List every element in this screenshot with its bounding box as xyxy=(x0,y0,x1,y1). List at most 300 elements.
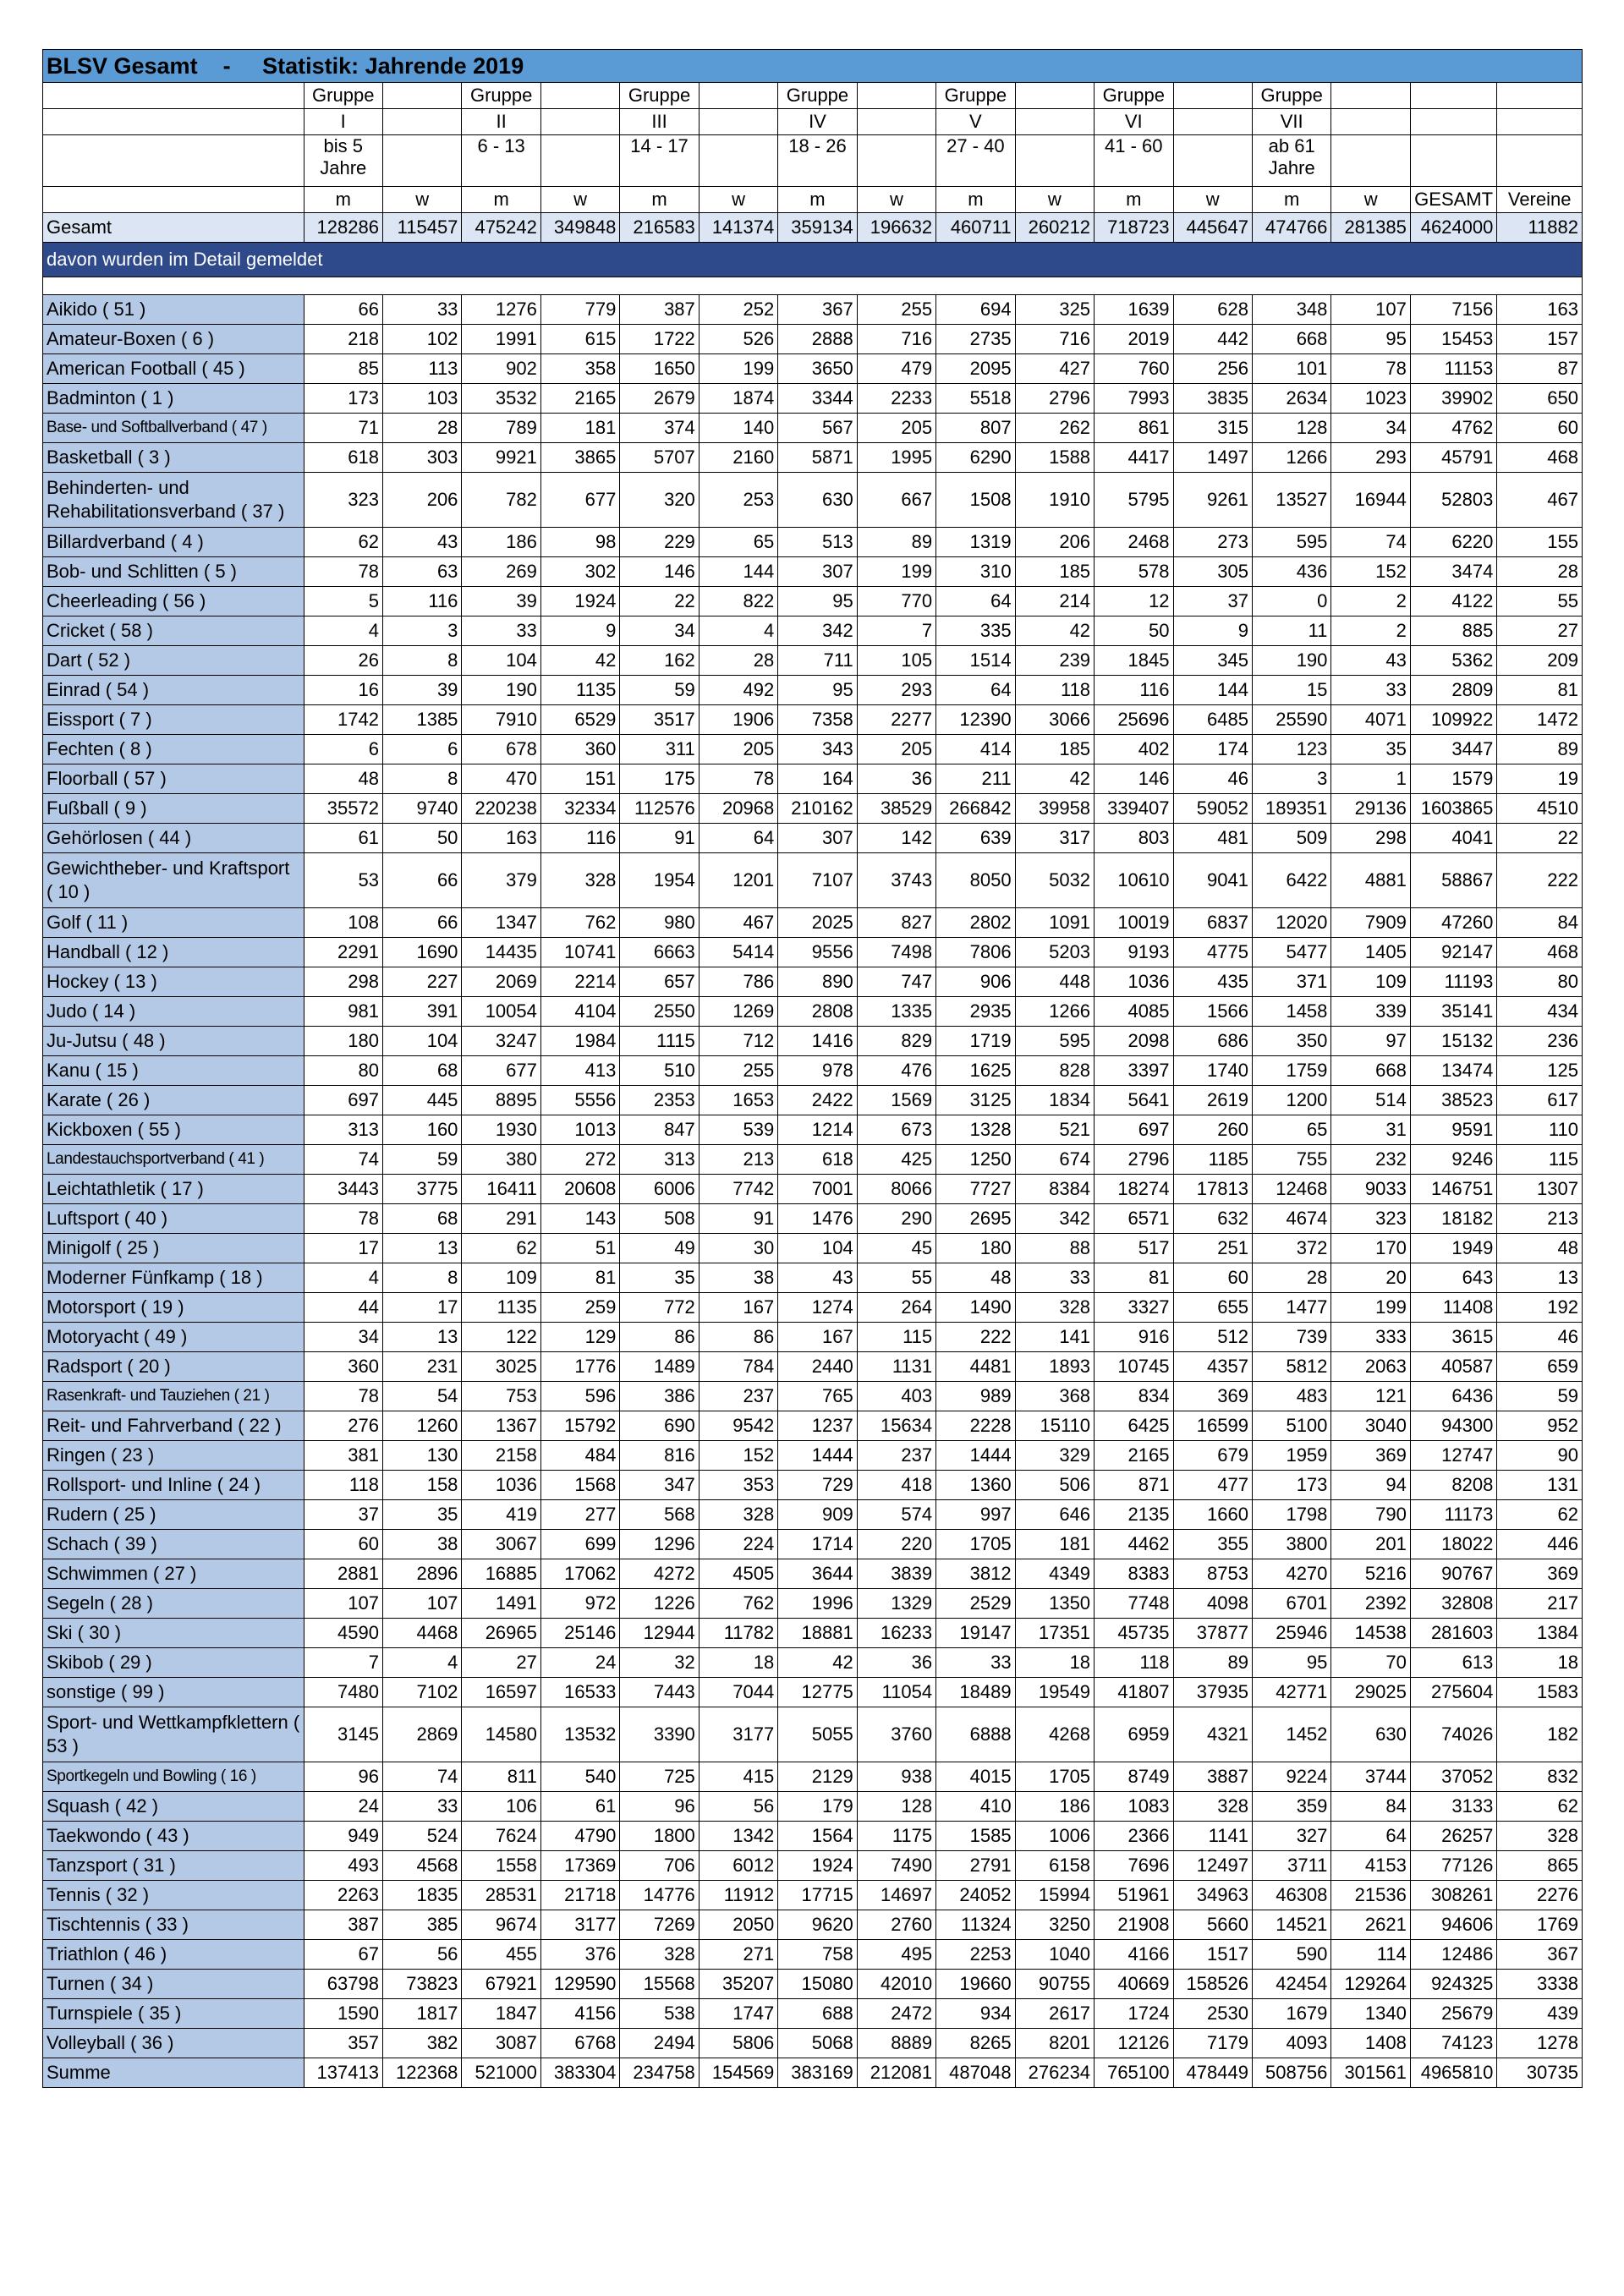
cell-value: 4 xyxy=(382,1648,461,1678)
cell-value: 21718 xyxy=(540,1881,619,1910)
row-label: Squash ( 42 ) xyxy=(43,1792,304,1822)
cell-value: 1930 xyxy=(462,1115,540,1145)
cell-value: 28 xyxy=(1252,1263,1330,1293)
cell-value: 5216 xyxy=(1331,1559,1410,1589)
cell-value: 1924 xyxy=(778,1851,857,1881)
cell-value: 0 xyxy=(1252,587,1330,616)
cell-value: 803 xyxy=(1095,824,1173,853)
cell-value: 91 xyxy=(699,1204,777,1234)
cell-value: 42 xyxy=(1015,616,1094,646)
cell-value: 24052 xyxy=(936,1881,1015,1910)
row-label: Rudern ( 25 ) xyxy=(43,1500,304,1530)
cell-value: 78 xyxy=(699,764,777,794)
cell-value: 1679 xyxy=(1252,1999,1330,2029)
cell-value: 753 xyxy=(462,1382,540,1411)
cell-value: 269 xyxy=(462,557,540,587)
cell-value: 298 xyxy=(1331,824,1410,853)
cell-value: 1834 xyxy=(1015,1086,1094,1115)
cell-value: 2809 xyxy=(1410,676,1497,705)
cell-value: 617 xyxy=(1497,1086,1583,1115)
cell-value: 772 xyxy=(620,1293,699,1323)
cell-value: 40587 xyxy=(1410,1352,1497,1382)
cell-value: 2233 xyxy=(857,384,935,414)
cell-value: 16885 xyxy=(462,1559,540,1589)
cell-value: 2550 xyxy=(620,997,699,1027)
header-blank xyxy=(1173,83,1252,109)
cell-value: 7909 xyxy=(1331,908,1410,938)
cell-value: 5362 xyxy=(1410,646,1497,676)
cell-value: 22 xyxy=(620,587,699,616)
cell-value: 222 xyxy=(936,1323,1015,1352)
cell-value: 8050 xyxy=(936,853,1015,908)
cell-value: 90 xyxy=(1497,1441,1583,1471)
cell-value: 115 xyxy=(857,1323,935,1352)
cell-value: 307 xyxy=(778,824,857,853)
cell-value: 62 xyxy=(1497,1792,1583,1822)
cell-value: 4790 xyxy=(540,1822,619,1851)
row-label: Motorsport ( 19 ) xyxy=(43,1293,304,1323)
cell-value: 521 xyxy=(1015,1115,1094,1145)
cell-value: 21536 xyxy=(1331,1881,1410,1910)
cell-value: 1996 xyxy=(778,1589,857,1619)
cell-value: 6 xyxy=(304,735,382,764)
cell-value: 89 xyxy=(857,528,935,557)
cell-value: 2129 xyxy=(778,1762,857,1792)
table-row xyxy=(43,1559,1583,1589)
cell-value: 5556 xyxy=(540,1086,619,1115)
cell-value: 342 xyxy=(1015,1204,1094,1234)
cell-value: 118 xyxy=(1015,676,1094,705)
cell-value: 97 xyxy=(1331,1027,1410,1056)
cell-value: 7179 xyxy=(1173,2029,1252,2058)
cell-value: 3 xyxy=(382,616,461,646)
cell-value: 646 xyxy=(1015,1500,1094,1530)
group-label-1: Gruppe xyxy=(304,83,382,109)
cell-value: 483 xyxy=(1252,1382,1330,1411)
cell-value: 4156 xyxy=(540,1999,619,2029)
cell-value: 2214 xyxy=(540,967,619,997)
cell-value: 2796 xyxy=(1095,1145,1173,1175)
cell-value: 3532 xyxy=(462,384,540,414)
cell-value: 28 xyxy=(1497,557,1583,587)
cell-value: 199 xyxy=(857,557,935,587)
cell-value: 2291 xyxy=(304,938,382,967)
table-row xyxy=(43,1500,1583,1530)
cell-value: 3040 xyxy=(1331,1411,1410,1441)
cell-value: 205 xyxy=(857,735,935,764)
cell-value: 1023 xyxy=(1331,384,1410,414)
cell-value: 436 xyxy=(1252,557,1330,587)
cell-value: 4568 xyxy=(382,1851,461,1881)
table-row xyxy=(43,616,1583,646)
cell-value: 1847 xyxy=(462,1999,540,2029)
cell-value: 123 xyxy=(1252,735,1330,764)
cell-value: 14776 xyxy=(620,1881,699,1910)
table-row xyxy=(43,1851,1583,1881)
table-row xyxy=(43,1382,1583,1411)
cell-value: 1328 xyxy=(936,1115,1015,1145)
cell-value: 6220 xyxy=(1410,528,1497,557)
cell-value: 211 xyxy=(936,764,1015,794)
cell-value: 367 xyxy=(1497,1940,1583,1970)
header-blank xyxy=(699,109,777,135)
cell-value: 445 xyxy=(382,1086,461,1115)
cell-value: 383169 xyxy=(778,2058,857,2088)
cell-value: 470 xyxy=(462,764,540,794)
cell-value: 347 xyxy=(620,1471,699,1500)
group-label-2: Gruppe xyxy=(462,83,540,109)
cell-value: 1 xyxy=(1331,764,1410,794)
cell-value: 1214 xyxy=(778,1115,857,1145)
cell-value: 328 xyxy=(1015,1293,1094,1323)
cell-value: 39902 xyxy=(1410,384,1497,414)
cell-value: 668 xyxy=(1331,1056,1410,1086)
cell-value: 1329 xyxy=(857,1589,935,1619)
cell-value: 70 xyxy=(1331,1648,1410,1678)
cell-value: 871 xyxy=(1095,1471,1173,1500)
cell-value: 104 xyxy=(462,646,540,676)
cell-value: 1452 xyxy=(1252,1707,1330,1762)
cell-value: 5 xyxy=(304,587,382,616)
cell-value: 861 xyxy=(1095,414,1173,443)
cell-value: 952 xyxy=(1497,1411,1583,1441)
cell-value: 271 xyxy=(699,1940,777,1970)
cell-value: 18 xyxy=(699,1648,777,1678)
cell-value: 107 xyxy=(1331,295,1410,325)
cell-value: 12390 xyxy=(936,705,1015,735)
cell-value: 17351 xyxy=(1015,1619,1094,1648)
cell-value: 972 xyxy=(540,1589,619,1619)
cell-value: 260212 xyxy=(1015,213,1094,243)
cell-value: 6425 xyxy=(1095,1411,1173,1441)
cell-value: 329 xyxy=(1015,1441,1094,1471)
statistics-table xyxy=(42,49,1583,2088)
table-row xyxy=(43,1707,1583,1762)
cell-value: 358 xyxy=(540,354,619,384)
table-row xyxy=(43,557,1583,587)
cell-value: 688 xyxy=(778,1999,857,2029)
cell-value: 302 xyxy=(540,557,619,587)
cell-value: 218 xyxy=(304,325,382,354)
cell-value: 19549 xyxy=(1015,1678,1094,1707)
cell-value: 16233 xyxy=(857,1619,935,1648)
cell-value: 1458 xyxy=(1252,997,1330,1027)
cell-value: 8265 xyxy=(936,2029,1015,2058)
cell-value: 95 xyxy=(1331,325,1410,354)
cell-value: 103 xyxy=(382,384,461,414)
cell-value: 102 xyxy=(382,325,461,354)
cell-value: 6837 xyxy=(1173,908,1252,938)
cell-value: 1405 xyxy=(1331,938,1410,967)
row-label: Luftsport ( 40 ) xyxy=(43,1204,304,1234)
cell-value: 755 xyxy=(1252,1145,1330,1175)
cell-value: 210162 xyxy=(778,794,857,824)
cell-value: 11054 xyxy=(857,1678,935,1707)
total-header: GESAMT xyxy=(1410,187,1497,213)
cell-value: 7742 xyxy=(699,1175,777,1204)
cell-value: 1588 xyxy=(1015,443,1094,473)
cell-value: 116 xyxy=(1095,676,1173,705)
cell-value: 167 xyxy=(699,1293,777,1323)
cell-value: 9 xyxy=(1173,616,1252,646)
header-blank xyxy=(382,83,461,109)
cell-value: 1776 xyxy=(540,1352,619,1382)
cell-value: 37 xyxy=(1173,587,1252,616)
section-row xyxy=(43,243,1583,277)
cell-value: 190 xyxy=(462,676,540,705)
cell-value: 468 xyxy=(1497,443,1583,473)
cell-value: 46 xyxy=(1497,1323,1583,1352)
row-label: Segeln ( 28 ) xyxy=(43,1589,304,1619)
cell-value: 220 xyxy=(857,1530,935,1559)
cell-value: 2896 xyxy=(382,1559,461,1589)
cell-value: 32 xyxy=(620,1648,699,1678)
cell-value: 25146 xyxy=(540,1619,619,1648)
cell-value: 1250 xyxy=(936,1145,1015,1175)
cell-value: 311 xyxy=(620,735,699,764)
table-row xyxy=(43,1619,1583,1648)
cell-value: 16 xyxy=(304,676,382,705)
cell-value: 369 xyxy=(1331,1441,1410,1471)
cell-value: 3865 xyxy=(540,443,619,473)
cell-value: 5795 xyxy=(1095,473,1173,528)
cell-value: 387 xyxy=(304,1910,382,1940)
cell-value: 256 xyxy=(1173,354,1252,384)
cell-value: 163 xyxy=(462,824,540,853)
cell-value: 574 xyxy=(857,1500,935,1530)
cell-value: 508 xyxy=(620,1204,699,1234)
cell-value: 359134 xyxy=(778,213,857,243)
group-roman-2: II xyxy=(462,109,540,135)
cell-value: 8383 xyxy=(1095,1559,1173,1589)
cell-value: 1274 xyxy=(778,1293,857,1323)
cell-value: 517 xyxy=(1095,1234,1173,1263)
cell-value: 323 xyxy=(304,473,382,528)
cell-value: 13527 xyxy=(1252,473,1330,528)
cell-value: 94 xyxy=(1331,1471,1410,1500)
cell-value: 34963 xyxy=(1173,1881,1252,1910)
cell-value: 154569 xyxy=(699,2058,777,2088)
cell-value: 11882 xyxy=(1497,213,1583,243)
cell-value: 128 xyxy=(857,1792,935,1822)
cell-value: 15132 xyxy=(1410,1027,1497,1056)
cell-value: 613 xyxy=(1410,1648,1497,1678)
cell-value: 301561 xyxy=(1331,2058,1410,2088)
cell-value: 650 xyxy=(1497,384,1583,414)
cell-value: 655 xyxy=(1173,1293,1252,1323)
cell-value: 789 xyxy=(462,414,540,443)
header-blank xyxy=(382,109,461,135)
cell-value: 18182 xyxy=(1410,1204,1497,1234)
cell-value: 3800 xyxy=(1252,1530,1330,1559)
table-row xyxy=(43,443,1583,473)
group-label-4: Gruppe xyxy=(778,83,857,109)
header-blank xyxy=(1331,109,1410,135)
cell-value: 66 xyxy=(304,295,382,325)
cell-value: 8066 xyxy=(857,1175,935,1204)
cell-value: 4624000 xyxy=(1410,213,1497,243)
row-label: Badminton ( 1 ) xyxy=(43,384,304,414)
cell-value: 43 xyxy=(1331,646,1410,676)
cell-value: 33 xyxy=(382,1792,461,1822)
cell-value: 277 xyxy=(540,1500,619,1530)
cell-value: 4481 xyxy=(936,1352,1015,1382)
cell-value: 1385 xyxy=(382,705,461,735)
cell-value: 2050 xyxy=(699,1910,777,1940)
cell-value: 43 xyxy=(778,1263,857,1293)
cell-value: 80 xyxy=(304,1056,382,1086)
cell-value: 53 xyxy=(304,853,382,908)
cell-value: 425 xyxy=(857,1145,935,1175)
cell-value: 66 xyxy=(382,853,461,908)
cell-value: 52803 xyxy=(1410,473,1497,528)
gender-header: w xyxy=(699,187,777,213)
cell-value: 7748 xyxy=(1095,1589,1173,1619)
cell-value: 7102 xyxy=(382,1678,461,1707)
cell-value: 1724 xyxy=(1095,1999,1173,2029)
cell-value: 12 xyxy=(1095,587,1173,616)
cell-value: 3250 xyxy=(1015,1910,1094,1940)
row-label: Golf ( 11 ) xyxy=(43,908,304,938)
cell-value: 3775 xyxy=(382,1175,461,1204)
cell-value: 381 xyxy=(304,1441,382,1471)
cell-value: 173 xyxy=(304,384,382,414)
cell-value: 4122 xyxy=(1410,587,1497,616)
row-label: Ringen ( 23 ) xyxy=(43,1441,304,1471)
cell-value: 1722 xyxy=(620,325,699,354)
cell-value: 16599 xyxy=(1173,1411,1252,1441)
cell-value: 632 xyxy=(1173,1204,1252,1234)
cell-value: 94606 xyxy=(1410,1910,1497,1940)
cell-value: 468 xyxy=(1497,938,1583,967)
cell-value: 5203 xyxy=(1015,938,1094,967)
cell-value: 64 xyxy=(936,587,1015,616)
cell-value: 323 xyxy=(1331,1204,1410,1234)
group-age-4: 18 - 26 xyxy=(778,135,857,187)
cell-value: 6959 xyxy=(1095,1707,1173,1762)
row-label: Landestauchsportverband ( 41 ) xyxy=(43,1145,304,1175)
cell-value: 4881 xyxy=(1331,853,1410,908)
table-row xyxy=(43,705,1583,735)
cell-value: 212081 xyxy=(857,2058,935,2088)
cell-value: 832 xyxy=(1497,1762,1583,1792)
header-row-roman xyxy=(43,109,1583,135)
cell-value: 1013 xyxy=(540,1115,619,1145)
cell-value: 50 xyxy=(382,824,461,853)
cell-value: 86 xyxy=(699,1323,777,1352)
cell-value: 2529 xyxy=(936,1589,1015,1619)
cell-value: 2791 xyxy=(936,1851,1015,1881)
cell-value: 382 xyxy=(382,2029,461,2058)
cell-value: 15792 xyxy=(540,1411,619,1441)
cell-value: 206 xyxy=(382,473,461,528)
cell-value: 827 xyxy=(857,908,935,938)
cell-value: 11173 xyxy=(1410,1500,1497,1530)
cell-value: 8208 xyxy=(1410,1471,1497,1500)
cell-value: 1201 xyxy=(699,853,777,908)
cell-value: 1342 xyxy=(699,1822,777,1851)
cell-value: 216583 xyxy=(620,213,699,243)
cell-value: 590 xyxy=(1252,1940,1330,1970)
cell-value: 42 xyxy=(778,1648,857,1678)
cell-value: 5477 xyxy=(1252,938,1330,967)
cell-value: 1949 xyxy=(1410,1234,1497,1263)
cell-value: 762 xyxy=(540,908,619,938)
cell-value: 64 xyxy=(936,676,1015,705)
cell-value: 4417 xyxy=(1095,443,1173,473)
cell-value: 9041 xyxy=(1173,853,1252,908)
cell-value: 7910 xyxy=(462,705,540,735)
cell-value: 108 xyxy=(304,908,382,938)
cell-value: 686 xyxy=(1173,1027,1252,1056)
cell-value: 1714 xyxy=(778,1530,857,1559)
cell-value: 711 xyxy=(778,646,857,676)
cell-value: 403 xyxy=(857,1382,935,1411)
cell-value: 5806 xyxy=(699,2029,777,2058)
cell-value: 3447 xyxy=(1410,735,1497,764)
cell-value: 129 xyxy=(540,1323,619,1352)
cell-value: 290 xyxy=(857,1204,935,1234)
group-roman-1: I xyxy=(304,109,382,135)
cell-value: 6663 xyxy=(620,938,699,967)
cell-value: 9620 xyxy=(778,1910,857,1940)
cell-value: 1490 xyxy=(936,1293,1015,1323)
cell-value: 186 xyxy=(462,528,540,557)
row-label: Gewichtheber- und Kraftsport ( 10 ) xyxy=(43,853,304,908)
cell-value: 4166 xyxy=(1095,1940,1173,1970)
cell-value: 1508 xyxy=(936,473,1015,528)
cell-value: 251 xyxy=(1173,1234,1252,1263)
cell-value: 865 xyxy=(1497,1851,1583,1881)
cell-value: 6012 xyxy=(699,1851,777,1881)
table-row xyxy=(43,908,1583,938)
row-label: Summe xyxy=(43,2058,304,2088)
table-row xyxy=(43,1441,1583,1471)
cell-value: 1991 xyxy=(462,325,540,354)
cell-value: 205 xyxy=(857,414,935,443)
cell-value: 924325 xyxy=(1410,1970,1497,1999)
cell-value: 17813 xyxy=(1173,1175,1252,1204)
cell-value: 513 xyxy=(778,528,857,557)
row-label: Schwimmen ( 27 ) xyxy=(43,1559,304,1589)
cell-value: 122 xyxy=(462,1323,540,1352)
cell-value: 162 xyxy=(620,646,699,676)
table-row xyxy=(43,646,1583,676)
cell-value: 6888 xyxy=(936,1707,1015,1762)
table-row xyxy=(43,1027,1583,1056)
cell-value: 94300 xyxy=(1410,1411,1497,1441)
row-label: Base- und Softballverband ( 47 ) xyxy=(43,414,304,443)
cell-value: 9 xyxy=(540,616,619,646)
cell-value: 1135 xyxy=(540,676,619,705)
cell-value: 782 xyxy=(462,473,540,528)
cell-value: 739 xyxy=(1252,1323,1330,1352)
cell-value: 29136 xyxy=(1331,794,1410,824)
cell-value: 747 xyxy=(857,967,935,997)
cell-value: 526 xyxy=(699,325,777,354)
cell-value: 144 xyxy=(699,557,777,587)
cell-value: 74 xyxy=(1331,528,1410,557)
cell-value: 1141 xyxy=(1173,1822,1252,1851)
cell-value: 2735 xyxy=(936,325,1015,354)
cell-value: 227 xyxy=(382,967,461,997)
cell-value: 89 xyxy=(1173,1648,1252,1678)
cell-value: 4505 xyxy=(699,1559,777,1589)
cell-value: 1625 xyxy=(936,1056,1015,1086)
cell-value: 3338 xyxy=(1497,1970,1583,1999)
cell-value: 697 xyxy=(304,1086,382,1115)
cell-value: 477 xyxy=(1173,1471,1252,1500)
